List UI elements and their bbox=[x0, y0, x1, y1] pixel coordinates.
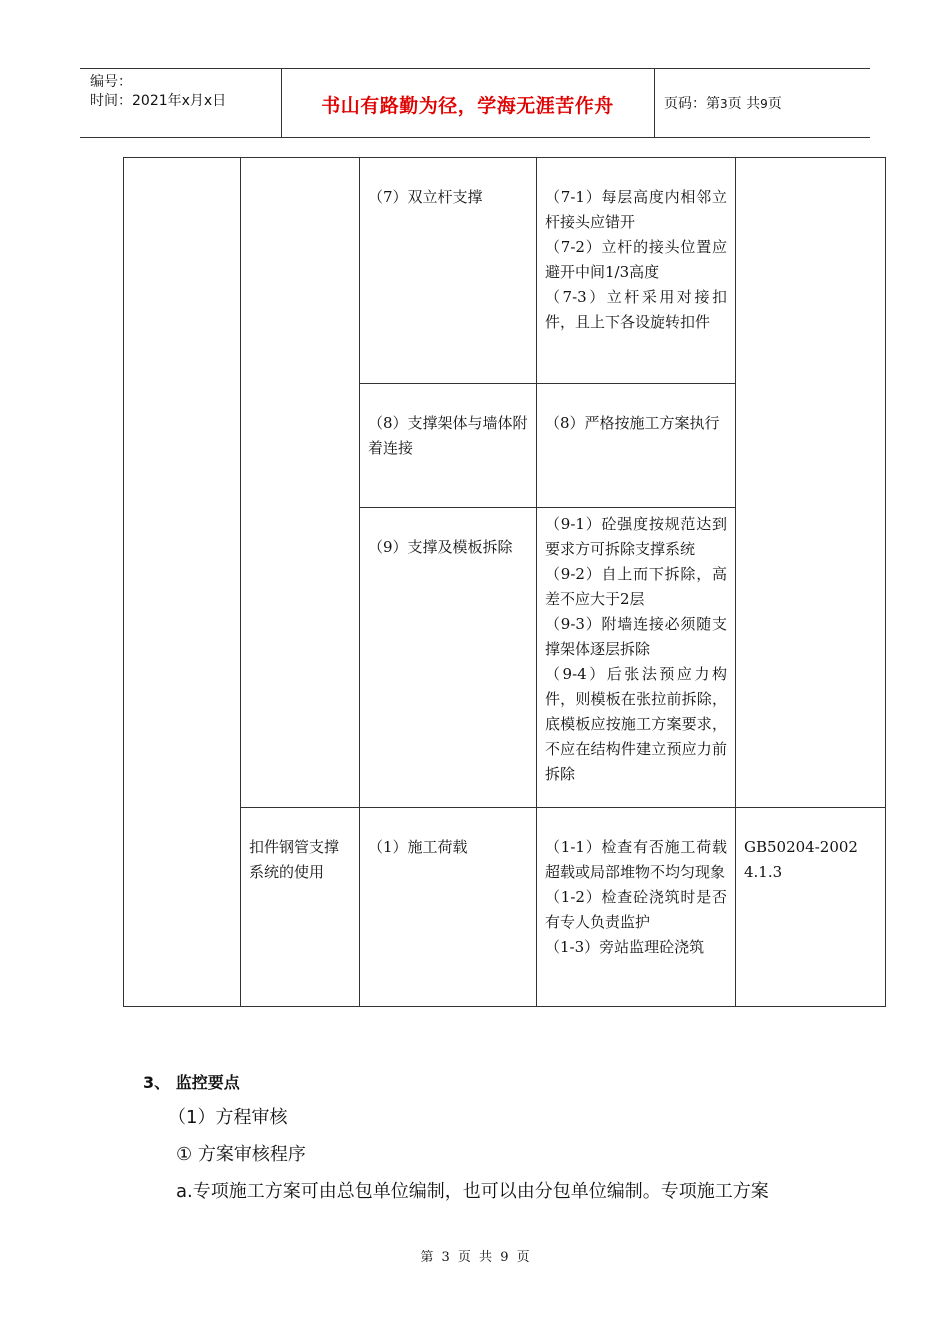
page-header bbox=[80, 68, 870, 138]
header-motto: 书山有路勤为径，学海无涯苦作舟 bbox=[321, 95, 614, 117]
basis-text: GB50204-2002 4.1.3 bbox=[744, 838, 858, 881]
page-suffix: 页 bbox=[767, 96, 782, 112]
time-label: 时间：2021年x月x日 bbox=[90, 93, 227, 109]
requirement-text: （1-1）检查有否施工荷载超载或局部堆物不均匀现象 （1-2）检查砼浇筑时是否有专人负责监护 （1-3）旁站监理砼浇筑 bbox=[545, 838, 727, 956]
requirement-text: （9-1）砼强度按规范达到要求方可拆除支撑系统 （9-2）自上而下拆除，高差不应大于2层 （9-3）附墙连接必须随支撑架体逐层拆除 （9-4）后张法预应力构件，则模板在张拉前拆除，底模板应按施工方案要求，不应在结构件建立预应力前拆除 bbox=[545, 515, 727, 783]
page-prefix: 页码：第 bbox=[664, 96, 720, 112]
paragraph: a.专项施工方案可由总包单位编制，也可以由分包单位编制。专项施工方案 bbox=[176, 1181, 769, 1202]
blank-cell bbox=[124, 158, 241, 1007]
page-footer: 第 3 页 共 9 页 bbox=[420, 1250, 530, 1265]
requirement-cell bbox=[537, 384, 736, 508]
inspection-table bbox=[123, 157, 886, 1007]
header-page-number bbox=[664, 93, 782, 113]
item-text: （9）支撑及模板拆除 bbox=[368, 538, 513, 556]
item-text: （1）施工荷载 bbox=[368, 838, 468, 856]
table-row bbox=[124, 158, 886, 384]
doc-number-label: 编号： bbox=[90, 74, 132, 90]
header-divider bbox=[654, 69, 655, 137]
header-meta bbox=[90, 73, 226, 111]
requirement-cell bbox=[537, 808, 736, 1007]
page-current: 3 bbox=[720, 97, 728, 111]
requirement-cell bbox=[537, 158, 736, 384]
category-cell bbox=[241, 808, 360, 1007]
section-title: 3、 监控要点 bbox=[143, 1073, 240, 1092]
basis-cell bbox=[736, 808, 886, 1007]
paragraph: ① 方案审核程序 bbox=[176, 1144, 306, 1165]
page-total: 9 bbox=[760, 97, 768, 111]
paragraph: （1）方程审核 bbox=[168, 1107, 288, 1128]
blank-cell bbox=[241, 158, 360, 808]
item-text: （8）支撑架体与墙体附着连接 bbox=[368, 414, 528, 457]
item-text: （7）双立杆支撑 bbox=[368, 188, 483, 206]
item-cell bbox=[360, 384, 537, 508]
requirement-cell bbox=[537, 508, 736, 808]
requirement-text: （8）严格按施工方案执行 bbox=[545, 414, 720, 432]
category-text: 扣件钢管支撑系统的使用 bbox=[249, 838, 340, 881]
requirement-text: （7-1）每层高度内相邻立杆接头应错开 （7-2）立杆的接头位置应避开中间1/3高度 （7-3）立杆采用对接扣件，且上下各设旋转扣件 bbox=[545, 188, 727, 331]
blank-cell bbox=[736, 158, 886, 808]
page-middle: 页 共 bbox=[727, 96, 761, 112]
item-cell bbox=[360, 808, 537, 1007]
item-cell bbox=[360, 508, 537, 808]
item-cell bbox=[360, 158, 537, 384]
